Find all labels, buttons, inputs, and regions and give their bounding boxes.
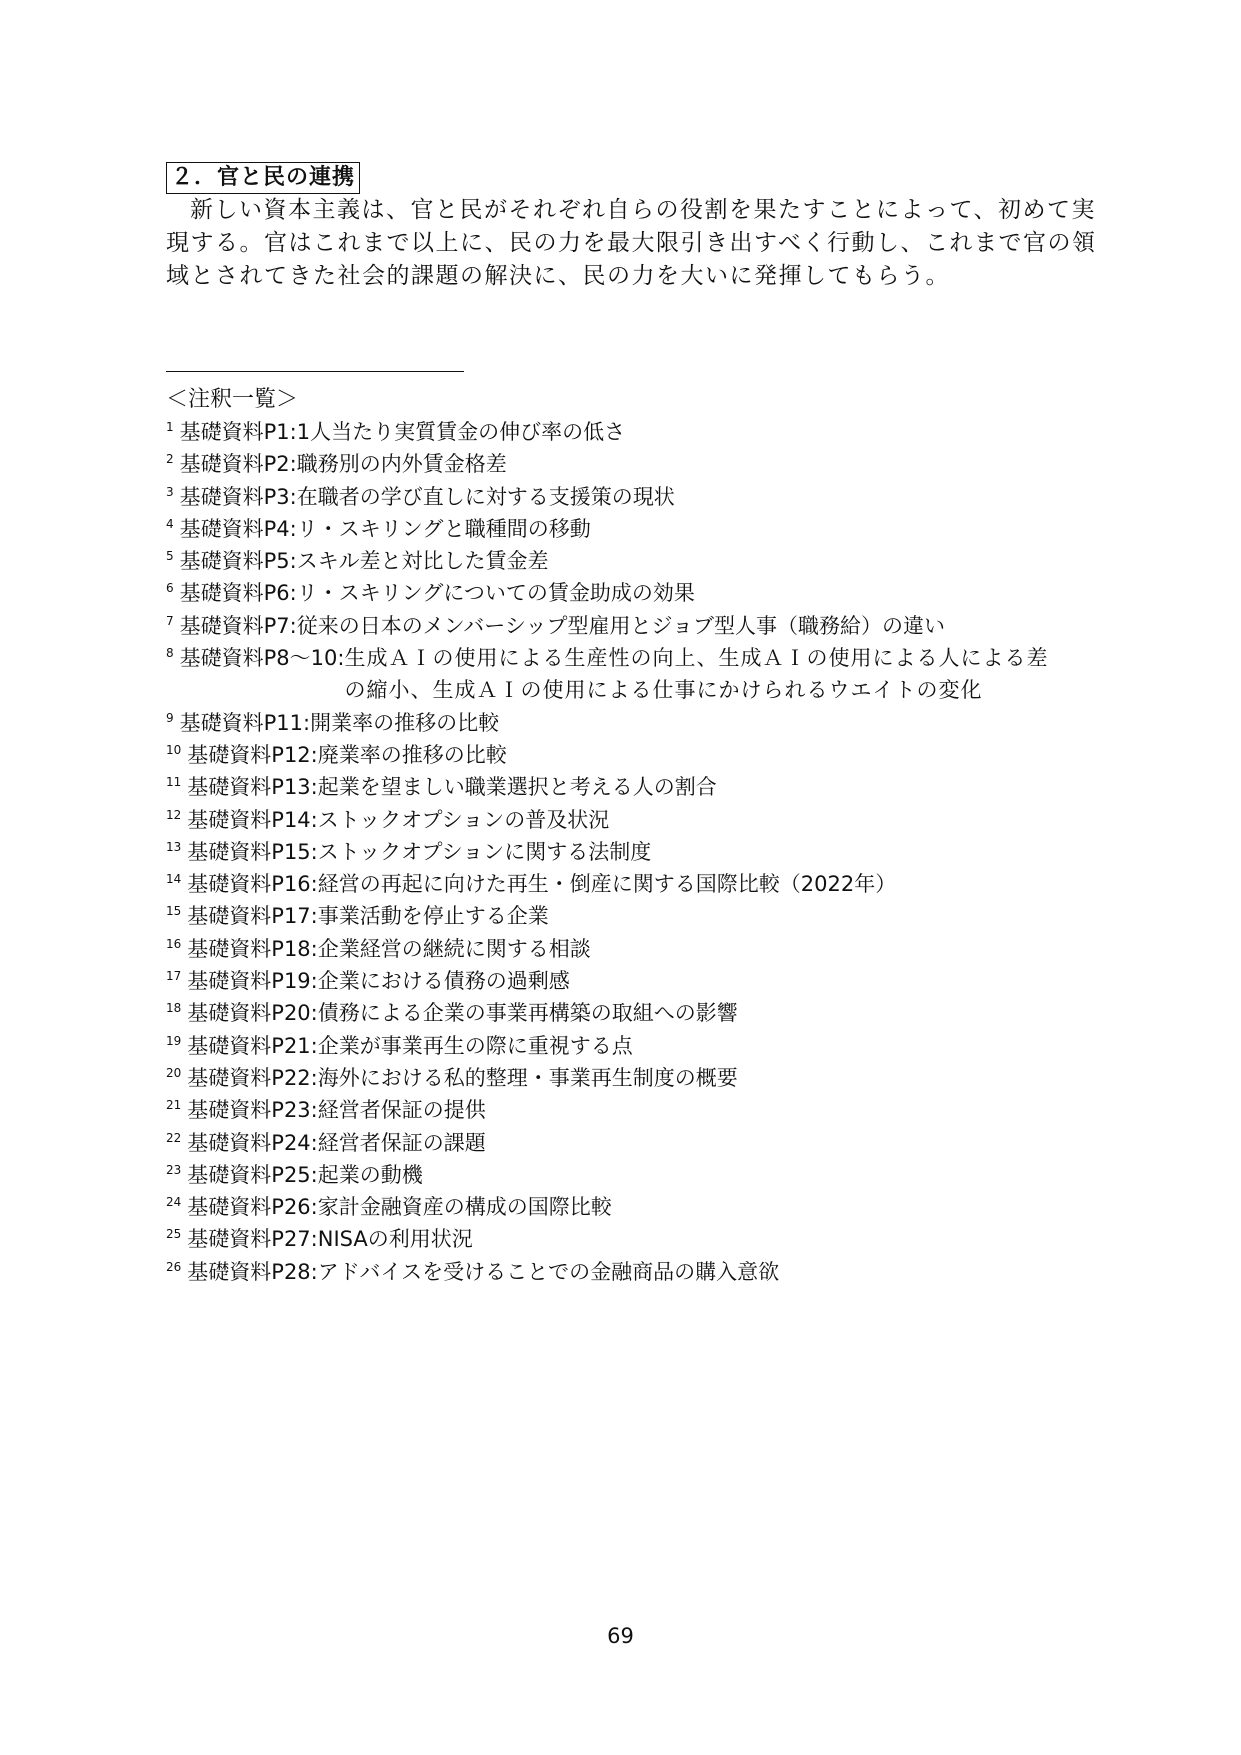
footnote-source: 基礎資料P12 (187, 742, 311, 767)
footnote-item (166, 642, 1126, 707)
footnote-separator-colon: : (310, 807, 318, 832)
footnote-item (166, 577, 1126, 609)
footnote-source: 基礎資料P13 (187, 775, 311, 800)
body-paragraph: 新しい資本主義は、官と民がそれぞれ自らの役割を果たすことによって、初めて実現する。官はこれまで以上に、民の力を最大限引き出すべく行動し、これまで官の領域とされてきた社会的課題の解決に、民の力を大いに発揮してもらう。 (166, 197, 1097, 289)
footnote-text: 生成ＡＩの使用による生産性の向上、生成ＡＩの使用による人による差の縮小、生成ＡＩの使用による仕事にかけられるウエイトの変化 (344, 646, 1049, 703)
footnote-number: 15 (166, 904, 182, 919)
footnote-number: 23 (166, 1162, 182, 1177)
footnote-separator-colon: : (310, 904, 318, 929)
page-number: 69 (607, 1624, 634, 1648)
footnote-source: 基礎資料P7 (179, 613, 290, 638)
footnote-item (166, 739, 1126, 771)
footnote-source: 基礎資料P27 (187, 1227, 311, 1252)
footnote-item (166, 1159, 1126, 1191)
footnote-source: 基礎資料P23 (187, 1098, 311, 1123)
footnote-source: 基礎資料P18 (187, 936, 311, 961)
footnote-source: 基礎資料P28 (187, 1259, 311, 1284)
footnote-separator-colon: : (310, 936, 318, 961)
footnote-item (166, 707, 1126, 739)
footnote-text: 経営者保証の課題 (317, 1130, 486, 1155)
footnote-source: 基礎資料P11 (179, 710, 304, 735)
footnote-separator-colon: : (310, 1259, 318, 1284)
footnote-number: 5 (166, 549, 174, 564)
footnote-item (166, 1030, 1126, 1062)
footnote-separator-colon: : (289, 581, 297, 606)
footnote-text: 職務別の内外賃金格差 (296, 452, 507, 477)
footnote-item (166, 836, 1126, 868)
footnote-source: 基礎資料P21 (187, 1033, 311, 1058)
footnote-source: 基礎資料P22 (187, 1065, 311, 1090)
footnote-separator-colon: : (289, 549, 297, 574)
notes-title: ＜注釈一覧＞ (166, 387, 299, 412)
footnote-number: 13 (166, 839, 182, 854)
footnote-number: 18 (166, 1001, 182, 1016)
footnote-item (166, 513, 1126, 545)
footnote-number: 2 (166, 452, 174, 467)
footnote-text: 経営の再起に向けた再生・倒産に関する国際比較（2022年） (317, 872, 897, 897)
footnote-text: 起業の動機 (317, 1162, 423, 1187)
section-body (166, 194, 1106, 293)
footnote-number: 8 (166, 646, 174, 661)
footnote-item (166, 448, 1126, 480)
footnote-item (166, 610, 1126, 642)
footnote-number: 16 (166, 936, 182, 951)
footnote-text: 経営者保証の提供 (317, 1098, 486, 1123)
footnote-number: 26 (166, 1259, 182, 1274)
notes-list (166, 416, 1126, 1288)
footnote-separator-colon: : (310, 1098, 318, 1123)
footnote-separator-colon: : (310, 1001, 318, 1026)
footnote-source: 基礎資料P6 (179, 581, 290, 606)
footnote-source: 基礎資料P16 (187, 872, 311, 897)
footnote-item (166, 545, 1126, 577)
footnote-separator-colon: : (289, 420, 297, 444)
footnote-item (166, 868, 1126, 900)
footnote-text: 企業における債務の過剰感 (317, 969, 570, 994)
footnote-number: 19 (166, 1033, 182, 1048)
footnote-text: 企業が事業再生の際に重視する点 (317, 1033, 633, 1058)
footnote-source: 基礎資料P17 (187, 904, 311, 929)
footnote-number: 3 (166, 484, 174, 499)
footnote-separator-colon: : (310, 1195, 318, 1220)
footnote-source: 基礎資料P15 (187, 839, 311, 864)
footnote-number: 1 (166, 420, 174, 434)
footnote-item (166, 416, 1126, 448)
footnote-separator-colon: : (310, 969, 318, 994)
footnote-text: スキル差と対比した賃金差 (296, 549, 549, 574)
footnote-item (166, 804, 1126, 836)
footnote-source: 基礎資料P20 (187, 1001, 311, 1026)
footnote-text: 従来の日本のメンバーシップ型雇用とジョブ型人事（職務給）の違い (296, 613, 946, 638)
footnote-separator-colon: : (310, 1162, 318, 1187)
footnote-separator-colon: : (289, 484, 297, 509)
footnote-text: 家計金融資産の構成の国際比較 (317, 1195, 612, 1220)
footnote-number: 4 (166, 516, 174, 531)
footnote-number: 21 (166, 1098, 182, 1113)
footnote-text: 債務による企業の事業再構築の取組への影響 (317, 1001, 738, 1026)
footnote-number: 20 (166, 1065, 182, 1080)
footnote-item (166, 1223, 1126, 1255)
footnote-number: 6 (166, 581, 174, 596)
footnote-item (166, 1094, 1126, 1126)
footnote-separator-colon: : (289, 452, 297, 477)
footnote-number: 11 (166, 775, 182, 790)
footnote-source: 基礎資料P1 (179, 420, 290, 444)
footnote-text: 企業経営の継続に関する相談 (317, 936, 591, 961)
footnote-item (166, 1256, 1126, 1288)
footnote-source: 基礎資料P4 (179, 516, 290, 541)
footnote-separator-colon: : (289, 516, 297, 541)
footnote-number: 12 (166, 807, 182, 822)
footnote-number: 17 (166, 969, 182, 984)
footnote-source: 基礎資料P14 (187, 807, 311, 832)
footnote-text: 開業率の推移の比較 (310, 710, 500, 735)
footnote-number: 25 (166, 1227, 182, 1242)
footnote-separator-colon: : (310, 742, 318, 767)
footnote-item (166, 965, 1126, 997)
section-heading: ２．官と民の連携 (166, 162, 360, 194)
footnote-source: 基礎資料P25 (187, 1162, 311, 1187)
footnote-text: 1人当たり実質賃金の伸び率の低さ (296, 420, 626, 444)
footnote-separator-colon: : (337, 646, 345, 671)
footnote-number: 22 (166, 1130, 182, 1145)
footnote-separator-colon: : (310, 872, 318, 897)
footnote-item (166, 933, 1126, 965)
footnote-number: 14 (166, 872, 182, 887)
footnote-item (166, 1127, 1126, 1159)
footnote-source: 基礎資料P26 (187, 1195, 311, 1220)
footnote-text: アドバイスを受けることでの金融商品の購入意欲 (317, 1259, 780, 1284)
footnote-source: 基礎資料P2 (179, 452, 290, 477)
footnote-item (166, 997, 1126, 1029)
footnote-separator-colon: : (310, 1033, 318, 1058)
footnote-separator-colon: : (310, 839, 318, 864)
footnote-separator-colon: : (310, 775, 318, 800)
footnote-text: ストックオプションの普及状況 (317, 807, 610, 832)
footnote-separator-colon: : (310, 1227, 318, 1252)
footnote-source: 基礎資料P19 (187, 969, 311, 994)
footnote-item (166, 1062, 1126, 1094)
footnote-number: 9 (166, 710, 174, 725)
footnote-text: リ・スキリングと職種間の移動 (296, 516, 591, 541)
footnote-source: 基礎資料P8～10 (179, 646, 338, 671)
footnote-source: 基礎資料P5 (179, 549, 290, 574)
footnote-number: 10 (166, 742, 182, 757)
footnote-text: 廃業率の推移の比較 (317, 742, 507, 767)
footnote-separator-colon: : (310, 1065, 318, 1090)
footnote-item (166, 900, 1126, 932)
footnote-text: 海外における私的整理・事業再生制度の概要 (317, 1065, 738, 1090)
footnote-separator-colon: : (310, 1130, 318, 1155)
footnote-source: 基礎資料P24 (187, 1130, 311, 1155)
footnote-number: 7 (166, 613, 174, 628)
footnote-text: 在職者の学び直しに対する支援策の現状 (296, 484, 675, 509)
footnote-separator-colon: : (303, 710, 311, 735)
footnote-text: NISAの利用状況 (317, 1227, 473, 1252)
footnote-number: 24 (166, 1195, 182, 1210)
footnote-separator-colon: : (289, 613, 297, 638)
footnote-item (166, 771, 1126, 803)
footnote-item (166, 481, 1126, 513)
footnote-text: リ・スキリングについての賃金助成の効果 (296, 581, 695, 606)
footnote-text: 起業を望ましい職業選択と考える人の割合 (317, 775, 717, 800)
footnote-text: 事業活動を停止する企業 (317, 904, 549, 929)
footnote-separator (166, 371, 464, 372)
footnote-text: ストックオプションに関する法制度 (317, 839, 652, 864)
footnote-item (166, 1191, 1126, 1223)
footnote-source: 基礎資料P3 (179, 484, 290, 509)
